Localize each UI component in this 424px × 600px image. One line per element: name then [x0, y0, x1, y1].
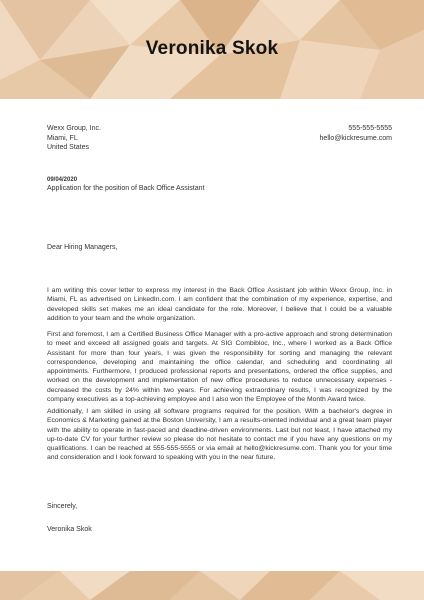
signature-name: Veronika Skok: [47, 526, 92, 533]
footer-banner: [0, 571, 424, 600]
body-paragraph-2: First and foremost, I am a Certified Business Office Manager with a pro-active approach and strong determination to meet and exceed all assigned goals and targets. At SIG Combibloc, Inc., where I worked as a Back Office Assistant for more than four years, I was given the responsibility for sorting and managing the relevant correspondence, developing and maintaining the office calendar, and scheduling and coordinating all appointments. Furthermore, I produced professional reports and presentations, ordered the office supplies, and worked on the development and implementation of new office procedures to reduce unnecessary expenses - decreased the costs by 24% within two years. For achieving extraordinary results, I was recognized by the company executives as a top-achieving employee and I also won the Employee of the Month Award twice.: [47, 331, 392, 404]
footer-polygon-background: [0, 571, 424, 600]
applicant-name: Veronika Skok: [145, 38, 279, 59]
phone-number: 555-555-5555: [348, 125, 392, 132]
letter-date: 09/04/2020: [47, 177, 78, 183]
closing: Sincerely,: [47, 503, 78, 510]
recipient-country: United States: [47, 144, 90, 151]
email-address: hello@kickresume.com: [319, 134, 392, 142]
contact-details: [320, 124, 392, 143]
recipient-company: Wexx Group, Inc.: [47, 125, 101, 132]
body-paragraph-1: I am writing this cover letter to express my interest in the Back Office Assistant job within Wexx Group, Inc. in Miami, FL as advertised on LinkedIn.com. I am confident that the combination of my experience, expertise, and developed skills set makes me an ideal candidate for the role. Moreover, I believe that I could be a valuable addition to your team and the whole organization.: [47, 287, 392, 322]
salutation: Dear Hiring Managers,: [47, 244, 118, 251]
recipient-city: Miami, FL: [47, 134, 78, 142]
recipient-address: [47, 124, 101, 153]
letter-subject: Application for the position of Back Office Assistant: [47, 185, 205, 192]
header-banner: [0, 0, 424, 99]
body-paragraph-3: Additionally, I am skilled in using all software programs required for the position. With a bachelor's degree in Economics & Marketing gained at the Boston University, I am a results-oriented individual and a great team player with the ability to operate in fast-paced and deadline-driven environments. Last but not least, I have attached my up-to-date CV for your further review so please do not hesitate to contact me if you have any questions on my qualifications. I can be reached at 555-555-5555 or via email at hello@kickresume.com. Thank you for your time and consideration and I look forward to speaking with you in the near future.: [47, 408, 392, 462]
